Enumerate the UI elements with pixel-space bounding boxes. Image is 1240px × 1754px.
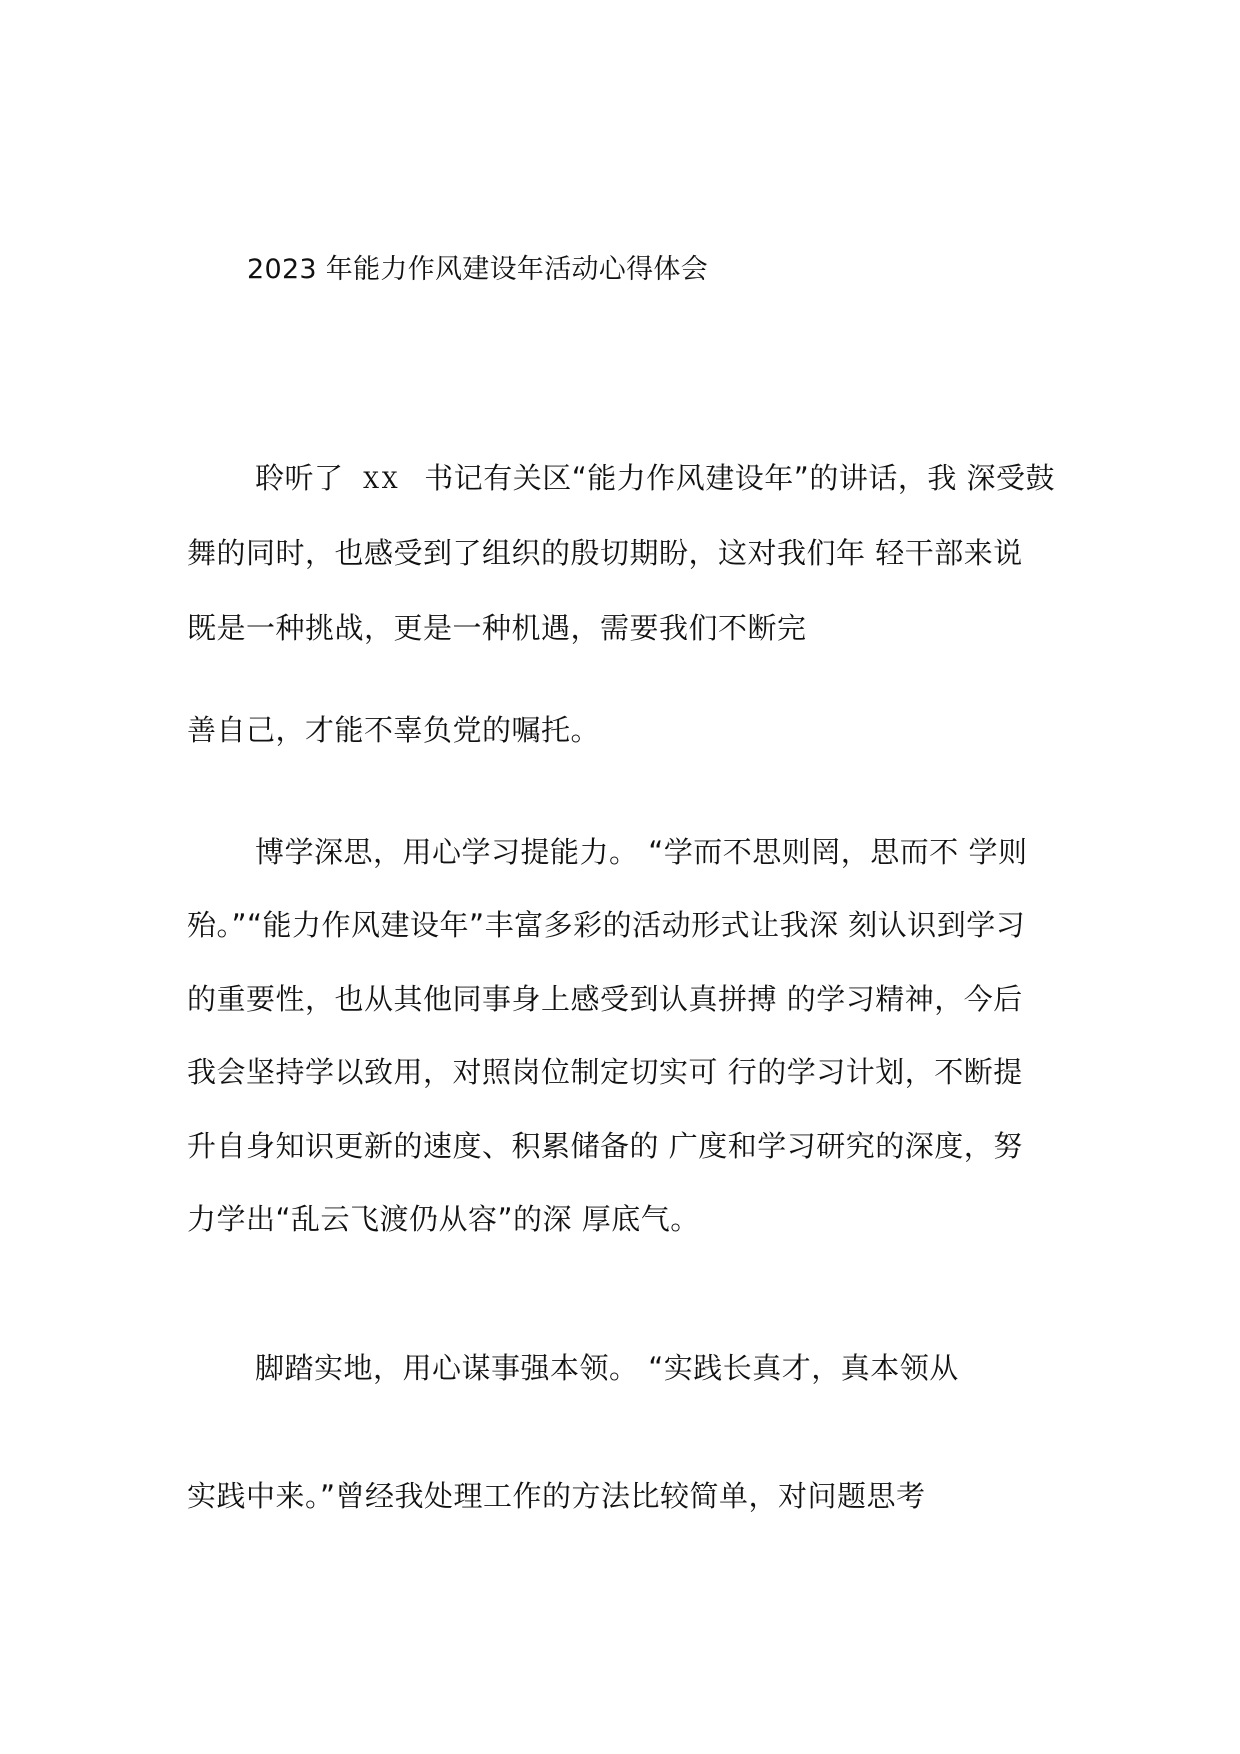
- paragraph-2-line-4: 我会坚持学以致用，对照岗位制定切实可 行的学习计划，不断提: [187, 1055, 1023, 1089]
- paragraph-2-line-2: 殆。”“能力作风建设年”丰富多彩的活动形式让我深 刻认识到学习: [187, 908, 1026, 942]
- paragraph-2-line-1: 博学深思，用心学习提能力。 “学而不思则罔，思而不 学则: [255, 835, 1028, 869]
- paragraph-2-line-6: 力学出“乱云飞渡仍从容”的深 厚底气。: [187, 1202, 700, 1236]
- paragraph-3-line-1: 脚踏实地，用心谋事强本领。 “实践长真才，真本领从: [255, 1351, 959, 1385]
- paragraph-1-line-1: [255, 460, 1055, 500]
- paragraph-3-line-2: 实践中来。”曾经我处理工作的方法比较简单，对问题思考: [187, 1479, 926, 1513]
- paragraph-1-line-1-end: 书记有关区“能力作风建设年”的讲话，我 深受鼓: [424, 461, 1056, 495]
- paragraph-1-line-3: 既是一种挑战，更是一种机遇，需要我们不断完: [187, 611, 807, 645]
- paragraph-1-line-4: 善自己，才能不辜负党的嘱托。: [187, 713, 601, 747]
- paragraph-1-line-2: 舞的同时，也感受到了组织的殷切期盼，这对我们年 轻干部来说: [187, 536, 1023, 570]
- paragraph-1-line-1-start: 聆听了: [255, 461, 344, 495]
- paragraph-2-line-5: 升自身知识更新的速度、积累储备的 广度和学习研究的深度，努: [187, 1129, 1023, 1163]
- document-title: 2023 年能力作风建设年活动心得体会: [247, 254, 708, 285]
- paragraph-2-line-3: 的重要性，也从其他同事身上感受到认真拼搏 的学习精神，今后: [187, 982, 1023, 1016]
- redacted-name: XX: [363, 469, 401, 494]
